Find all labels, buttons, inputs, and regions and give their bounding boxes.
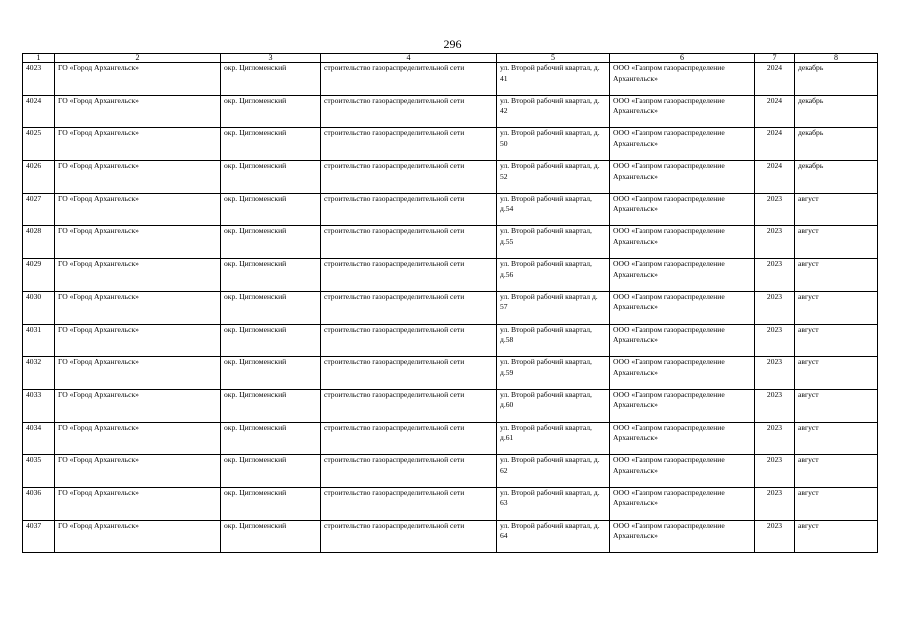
- work-type-cell: строительство газораспределительной сети: [321, 487, 497, 520]
- year-cell: 2023: [755, 455, 795, 488]
- month-cell: август: [795, 193, 878, 226]
- company-cell: ООО «Газпром газораспределение Архангельск»: [610, 324, 755, 357]
- table-row: [23, 291, 878, 324]
- address-cell: ул. Второй рабочий квартал, д.56: [497, 259, 610, 292]
- company-cell: ООО «Газпром газораспределение Архангельск»: [610, 291, 755, 324]
- district-cell: окр. Цигломенский: [221, 95, 321, 128]
- year-cell: 2024: [755, 128, 795, 161]
- company-cell: ООО «Газпром газораспределение Архангельск»: [610, 259, 755, 292]
- month-cell: август: [795, 520, 878, 553]
- year-cell: 2024: [755, 95, 795, 128]
- district-cell: окр. Цигломенский: [221, 487, 321, 520]
- company-cell: ООО «Газпром газораспределение Архангельск»: [610, 455, 755, 488]
- table-row: [23, 161, 878, 194]
- municipality-cell: ГО «Город Архангельск»: [55, 324, 221, 357]
- table-row: [23, 455, 878, 488]
- row-number-cell: 4037: [23, 520, 55, 553]
- table-row: [23, 128, 878, 161]
- year-cell: 2023: [755, 193, 795, 226]
- address-cell: ул. Второй рабочий квартал, д. 52: [497, 161, 610, 194]
- company-cell: ООО «Газпром газораспределение Архангельск»: [610, 520, 755, 553]
- column-header-2: 2: [55, 54, 221, 63]
- row-number-cell: 4030: [23, 291, 55, 324]
- address-cell: ул. Второй рабочий квартал, д. 64: [497, 520, 610, 553]
- district-cell: окр. Цигломенский: [221, 324, 321, 357]
- address-cell: ул. Второй рабочий квартал, д. 42: [497, 95, 610, 128]
- table-row: [23, 226, 878, 259]
- district-cell: окр. Цигломенский: [221, 128, 321, 161]
- row-number-cell: 4027: [23, 193, 55, 226]
- column-header-4: 4: [321, 54, 497, 63]
- month-cell: декабрь: [795, 95, 878, 128]
- address-cell: ул. Второй рабочий квартал, д. 41: [497, 63, 610, 96]
- table-row: [23, 357, 878, 390]
- district-cell: окр. Цигломенский: [221, 422, 321, 455]
- work-type-cell: строительство газораспределительной сети: [321, 422, 497, 455]
- year-cell: 2023: [755, 487, 795, 520]
- work-type-cell: строительство газораспределительной сети: [321, 324, 497, 357]
- row-number-cell: 4035: [23, 455, 55, 488]
- table-row: [23, 520, 878, 553]
- work-type-cell: строительство газораспределительной сети: [321, 128, 497, 161]
- municipality-cell: ГО «Город Архангельск»: [55, 357, 221, 390]
- page-number: 296: [443, 37, 462, 51]
- municipality-cell: ГО «Город Архангельск»: [55, 422, 221, 455]
- address-cell: ул. Второй рабочий квартал, д. 62: [497, 455, 610, 488]
- row-number-cell: 4024: [23, 95, 55, 128]
- municipality-cell: ГО «Город Архангельск»: [55, 63, 221, 96]
- municipality-cell: ГО «Город Архангельск»: [55, 487, 221, 520]
- work-type-cell: строительство газораспределительной сети: [321, 259, 497, 292]
- work-type-cell: строительство газораспределительной сети: [321, 193, 497, 226]
- row-number-cell: 4026: [23, 161, 55, 194]
- district-cell: окр. Цигломенский: [221, 63, 321, 96]
- municipality-cell: ГО «Город Архангельск»: [55, 520, 221, 553]
- year-cell: 2023: [755, 259, 795, 292]
- year-cell: 2023: [755, 226, 795, 259]
- work-type-cell: строительство газораспределительной сети: [321, 389, 497, 422]
- year-cell: 2023: [755, 357, 795, 390]
- district-cell: окр. Цигломенский: [221, 291, 321, 324]
- municipality-cell: ГО «Город Архангельск»: [55, 226, 221, 259]
- row-number-cell: 4023: [23, 63, 55, 96]
- address-cell: ул. Второй рабочий квартал, д.58: [497, 324, 610, 357]
- row-number-cell: 4034: [23, 422, 55, 455]
- year-cell: 2023: [755, 389, 795, 422]
- table-row: [23, 259, 878, 292]
- company-cell: ООО «Газпром газораспределение Архангельск»: [610, 226, 755, 259]
- company-cell: ООО «Газпром газораспределение Архангельск»: [610, 128, 755, 161]
- address-cell: ул. Второй рабочий квартал, д.54: [497, 193, 610, 226]
- work-type-cell: строительство газораспределительной сети: [321, 357, 497, 390]
- month-cell: август: [795, 487, 878, 520]
- table-row: [23, 193, 878, 226]
- gas-network-table: [22, 53, 878, 553]
- district-cell: окр. Цигломенский: [221, 520, 321, 553]
- year-cell: 2024: [755, 63, 795, 96]
- year-cell: 2023: [755, 324, 795, 357]
- work-type-cell: строительство газораспределительной сети: [321, 455, 497, 488]
- address-cell: ул. Второй рабочий квартал д. 57: [497, 291, 610, 324]
- municipality-cell: ГО «Город Архангельск»: [55, 128, 221, 161]
- table-row: [23, 389, 878, 422]
- column-header-1: 1: [23, 54, 55, 63]
- row-number-cell: 4025: [23, 128, 55, 161]
- district-cell: окр. Цигломенский: [221, 455, 321, 488]
- month-cell: август: [795, 291, 878, 324]
- address-cell: ул. Второй рабочий квартал, д.60: [497, 389, 610, 422]
- month-cell: август: [795, 389, 878, 422]
- row-number-cell: 4032: [23, 357, 55, 390]
- column-number-row: [23, 54, 878, 63]
- table-body: [23, 63, 878, 553]
- company-cell: ООО «Газпром газораспределение Архангельск»: [610, 161, 755, 194]
- municipality-cell: ГО «Город Архангельск»: [55, 259, 221, 292]
- municipality-cell: ГО «Город Архангельск»: [55, 455, 221, 488]
- table-row: [23, 422, 878, 455]
- month-cell: август: [795, 259, 878, 292]
- month-cell: декабрь: [795, 128, 878, 161]
- table-row: [23, 487, 878, 520]
- district-cell: окр. Цигломенский: [221, 259, 321, 292]
- month-cell: декабрь: [795, 63, 878, 96]
- work-type-cell: строительство газораспределительной сети: [321, 95, 497, 128]
- month-cell: декабрь: [795, 161, 878, 194]
- district-cell: окр. Цигломенский: [221, 389, 321, 422]
- row-number-cell: 4036: [23, 487, 55, 520]
- company-cell: ООО «Газпром газораспределение Архангельск»: [610, 95, 755, 128]
- company-cell: ООО «Газпром газораспределение Архангельск»: [610, 487, 755, 520]
- address-cell: ул. Второй рабочий квартал, д. 63: [497, 487, 610, 520]
- table-row: [23, 324, 878, 357]
- row-number-cell: 4033: [23, 389, 55, 422]
- year-cell: 2023: [755, 520, 795, 553]
- company-cell: ООО «Газпром газораспределение Архангельск»: [610, 422, 755, 455]
- year-cell: 2023: [755, 422, 795, 455]
- month-cell: август: [795, 357, 878, 390]
- month-cell: август: [795, 455, 878, 488]
- address-cell: ул. Второй рабочий квартал, д. 50: [497, 128, 610, 161]
- municipality-cell: ГО «Город Архангельск»: [55, 291, 221, 324]
- work-type-cell: строительство газораспределительной сети: [321, 161, 497, 194]
- company-cell: ООО «Газпром газораспределение Архангельск»: [610, 193, 755, 226]
- address-cell: ул. Второй рабочий квартал, д.55: [497, 226, 610, 259]
- month-cell: август: [795, 226, 878, 259]
- municipality-cell: ГО «Город Архангельск»: [55, 389, 221, 422]
- year-cell: 2024: [755, 161, 795, 194]
- month-cell: август: [795, 324, 878, 357]
- row-number-cell: 4028: [23, 226, 55, 259]
- company-cell: ООО «Газпром газораспределение Архангельск»: [610, 63, 755, 96]
- column-header-6: 6: [610, 54, 755, 63]
- company-cell: ООО «Газпром газораспределение Архангельск»: [610, 389, 755, 422]
- work-type-cell: строительство газораспределительной сети: [321, 226, 497, 259]
- work-type-cell: строительство газораспределительной сети: [321, 63, 497, 96]
- column-header-3: 3: [221, 54, 321, 63]
- row-number-cell: 4031: [23, 324, 55, 357]
- district-cell: окр. Цигломенский: [221, 161, 321, 194]
- month-cell: август: [795, 422, 878, 455]
- table-row: [23, 95, 878, 128]
- address-cell: ул. Второй рабочий квартал, д.61: [497, 422, 610, 455]
- column-header-5: 5: [497, 54, 610, 63]
- municipality-cell: ГО «Город Архангельск»: [55, 193, 221, 226]
- row-number-cell: 4029: [23, 259, 55, 292]
- district-cell: окр. Цигломенский: [221, 193, 321, 226]
- table-row: [23, 63, 878, 96]
- municipality-cell: ГО «Город Архангельск»: [55, 95, 221, 128]
- address-cell: ул. Второй рабочий квартал, д.59: [497, 357, 610, 390]
- work-type-cell: строительство газораспределительной сети: [321, 520, 497, 553]
- district-cell: окр. Цигломенский: [221, 226, 321, 259]
- company-cell: ООО «Газпром газораспределение Архангельск»: [610, 357, 755, 390]
- column-header-7: 7: [755, 54, 795, 63]
- work-type-cell: строительство газораспределительной сети: [321, 291, 497, 324]
- district-cell: окр. Цигломенский: [221, 357, 321, 390]
- column-header-8: 8: [795, 54, 878, 63]
- year-cell: 2023: [755, 291, 795, 324]
- municipality-cell: ГО «Город Архангельск»: [55, 161, 221, 194]
